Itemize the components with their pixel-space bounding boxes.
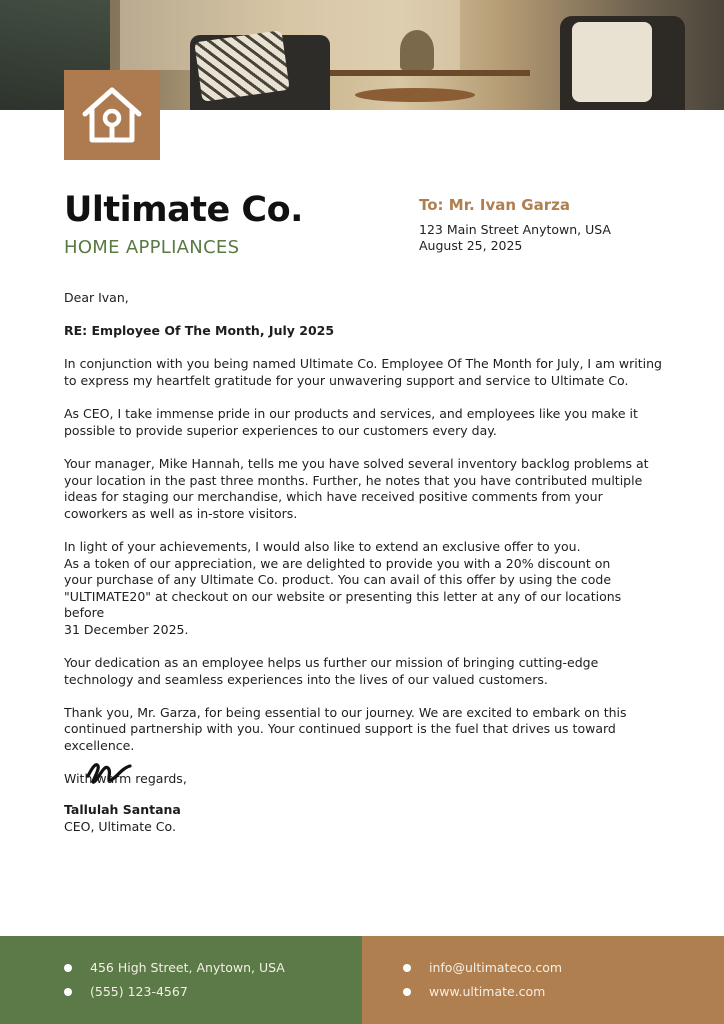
closing: With warm regards, — [64, 771, 187, 787]
recipient-name: To: Mr. Ivan Garza — [419, 196, 570, 214]
signer-name: Tallulah Santana — [64, 802, 181, 817]
paragraph: Your manager, Mike Hannah, tells me you have solved several inventory backlog problems at your location in the past three months. Further, he notes that you have contributed multiple ideas for staging our merchandise, which have received positive comments from your coworkers as well as in-store visitors. — [64, 455, 649, 521]
subject-line: RE: Employee Of The Month, July 2025 — [64, 323, 335, 339]
footer-email[interactable] — [403, 960, 562, 975]
offer-line: As a token of our appreciation, we are delighted to provide you with a 20% discount on — [64, 555, 611, 571]
letter-date: August 25, 2025 — [419, 238, 523, 253]
footer-email-link[interactable]: info@ultimateco.com — [429, 960, 563, 975]
footer-website[interactable] — [403, 984, 545, 999]
bullet-icon — [64, 964, 72, 972]
offer-paragraph — [64, 539, 664, 639]
signer-title: CEO, Ultimate Co. — [64, 819, 176, 834]
letter-body — [64, 290, 664, 804]
house-icon — [79, 84, 145, 146]
footer-address-text: 456 High Street, Anytown, USA — [90, 960, 285, 975]
offer-line: 31 December 2025. — [64, 621, 189, 637]
paragraph: In conjunction with you being named Ultimate Co. Employee Of The Month for July, I am writing to express my heartfelt gratitude for your unwavering support and service to Ultimate Co. — [64, 356, 662, 388]
offer-line: your purchase of any Ultimate Co. product. You can avail of this offer by using the code — [64, 572, 612, 588]
footer-contact-right — [362, 936, 724, 1024]
footer-website-link[interactable]: www.ultimate.com — [429, 984, 546, 999]
bullet-icon — [403, 988, 411, 996]
offer-line: "ULTIMATE20" at checkout on our website or presenting this letter at any of our locations before — [64, 588, 622, 621]
company-tagline: HOME APPLIANCES — [64, 237, 240, 258]
company-logo — [64, 70, 160, 160]
recipient-address: 123 Main Street Anytown, USA — [419, 222, 611, 237]
bullet-icon — [403, 964, 411, 972]
recipient-block — [419, 222, 611, 254]
salutation: Dear Ivan, — [64, 290, 129, 305]
offer-line: In light of your achievements, I would also like to extend an exclusive offer to you. — [64, 538, 581, 554]
bullet-icon — [64, 988, 72, 996]
signature — [84, 754, 136, 792]
signer-block — [64, 801, 181, 835]
signature-mark — [84, 754, 136, 788]
footer-phone-text: (555) 123-4567 — [90, 984, 188, 999]
footer-contact-left — [0, 936, 362, 1024]
company-name: Ultimate Co. — [64, 190, 303, 230]
footer-phone — [64, 984, 188, 999]
paragraph: Thank you, Mr. Garza, for being essential to our journey. We are excited to embark on this continued partnership with you. Your continued support is the fuel that drives us toward excellence. — [64, 704, 627, 754]
paragraph: Your dedication as an employee helps us further our mission of bringing cutting-edge technology and seamless experiences into the lives of our valued customers. — [64, 655, 599, 687]
paragraph: As CEO, I take immense pride in our products and services, and employees like you make it possible to provide superior experiences to our customers every day. — [64, 406, 638, 438]
footer-address — [64, 960, 285, 975]
